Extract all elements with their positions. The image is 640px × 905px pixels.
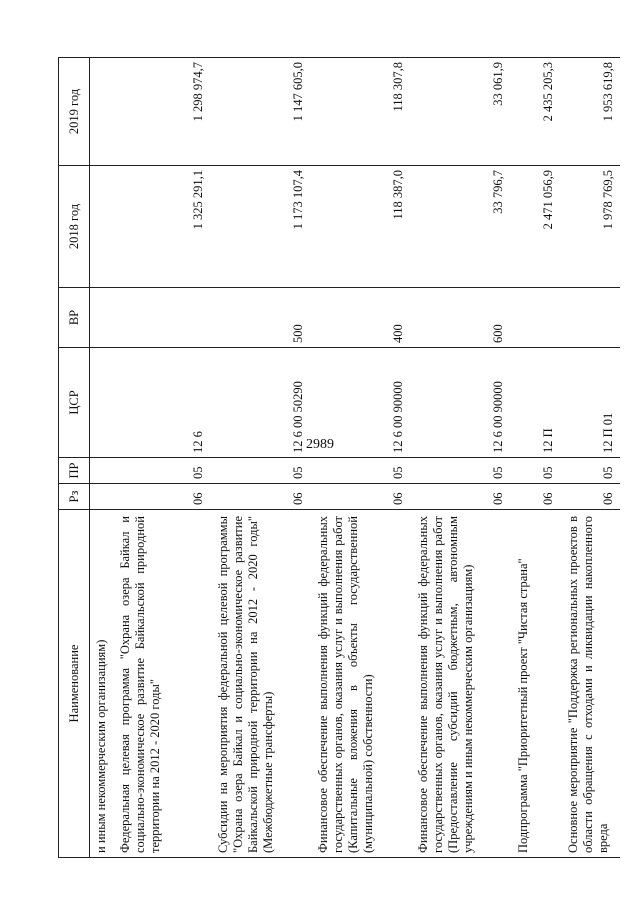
row-2018: 118 387,0	[310, 166, 410, 288]
rotated-page-content	[58, 58, 615, 858]
row-name: Субсидии на мероприятия федеральной целевой программы "Охрана озера Байкал и социально-экономическое развитие Байкальской природной территории на 2012 - 2020 годы" (Межбюджетные трансферты)	[210, 510, 310, 858]
row-csr	[90, 348, 113, 458]
table-row	[112, 58, 210, 858]
page-number: 2989	[306, 437, 334, 452]
row-vr: 400	[310, 288, 410, 348]
header-csr: ЦСР	[59, 348, 90, 458]
row-pr: 05	[510, 458, 560, 484]
table-header-row	[59, 58, 90, 858]
row-2018: 33 796,7	[410, 166, 510, 288]
row-csr: 12 П 01	[560, 348, 620, 458]
row-rz: 06	[410, 484, 510, 510]
header-name: Наименование	[59, 510, 90, 858]
row-2019	[90, 58, 113, 166]
header-rz: Рз	[59, 484, 90, 510]
row-pr: 05	[410, 458, 510, 484]
row-csr: 12 6	[112, 348, 210, 458]
row-rz: 06	[310, 484, 410, 510]
row-vr	[560, 288, 620, 348]
row-vr: 600	[410, 288, 510, 348]
row-2019: 33 061,9	[410, 58, 510, 166]
row-2018: 1 978 769,5	[560, 166, 620, 288]
row-name: Подпрограмма "Приоритетный проект "Чистая страна"	[510, 510, 560, 858]
row-2019: 1 147 605,0	[210, 58, 310, 166]
row-vr	[112, 288, 210, 348]
row-2018: 2 471 056,9	[510, 166, 560, 288]
row-rz: 06	[112, 484, 210, 510]
row-rz: 06	[560, 484, 620, 510]
row-csr: 12 6 00 90000	[310, 348, 410, 458]
row-name: и иным некоммерческим организациям)	[90, 510, 113, 858]
table-row	[210, 58, 310, 858]
row-vr	[510, 288, 560, 348]
row-2019: 118 307,8	[310, 58, 410, 166]
row-2018: 1 173 107,4	[210, 166, 310, 288]
row-pr: 05	[560, 458, 620, 484]
header-2018: 2018 год	[59, 166, 90, 288]
table-row	[560, 58, 620, 858]
row-2019: 2 435 205,3	[510, 58, 560, 166]
row-2018: 1 325 291,1	[112, 166, 210, 288]
row-pr: 05	[210, 458, 310, 484]
row-csr: 12 П	[510, 348, 560, 458]
header-2019: 2019 год	[59, 58, 90, 166]
row-vr: 500	[210, 288, 310, 348]
row-name: Финансовое обеспечение выполнения функций федеральных государственных органов, оказания услуг и выполнения работ (Капитальные вложения в объекты государственной (муниципальной) собственности)	[310, 510, 410, 858]
row-2019: 1 953 619,8	[560, 58, 620, 166]
row-pr: 05	[112, 458, 210, 484]
table-row	[410, 58, 510, 858]
row-pr	[90, 458, 113, 484]
row-2018	[90, 166, 113, 288]
row-rz: 06	[510, 484, 560, 510]
row-pr: 05	[310, 458, 410, 484]
row-vr	[90, 288, 113, 348]
row-name: Федеральная целевая программа "Охрана озера Байкал и социально-экономическое развитие Байкальской природной территории на 2012 - 2020 годы"	[112, 510, 210, 858]
table-row	[90, 58, 113, 858]
row-name: Основное мероприятие "Поддержка региональных проектов в области обращения с отходами и ликвидации накопленного вреда	[560, 510, 620, 858]
header-vr: ВР	[59, 288, 90, 348]
row-csr: 12 6 00 90000	[410, 348, 510, 458]
row-rz	[90, 484, 113, 510]
table-row	[510, 58, 560, 858]
budget-table	[58, 57, 620, 858]
table-row	[310, 58, 410, 858]
row-name: Финансовое обеспечение выполнения функций федеральных государственных органов, оказания услуг и выполнения работ (Предоставление субсидий бюджетным, автономным учреждениям и иным некоммерческим организациям)	[410, 510, 510, 858]
header-pr: ПР	[59, 458, 90, 484]
row-rz: 06	[210, 484, 310, 510]
row-csr: 12 6 00 50290	[210, 348, 310, 458]
row-2019: 1 298 974,7	[112, 58, 210, 166]
